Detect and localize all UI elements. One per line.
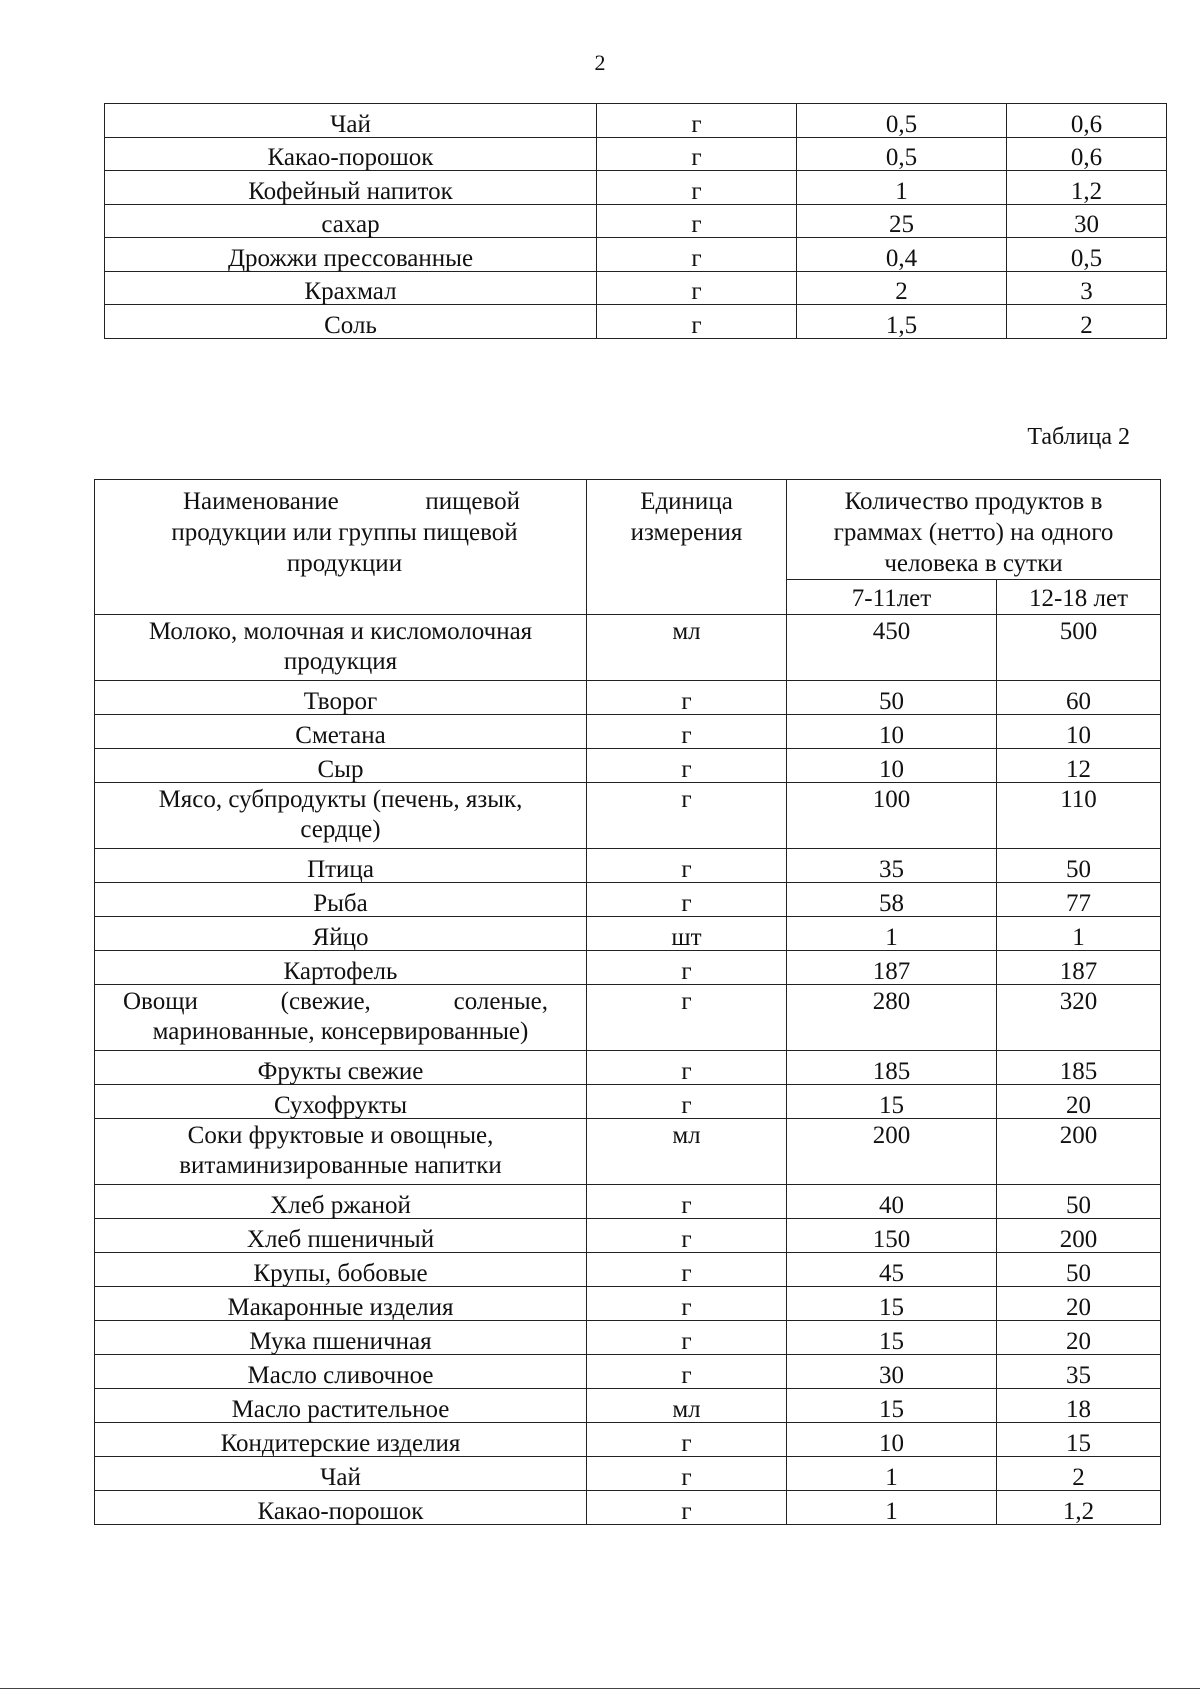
unit: г xyxy=(587,749,787,783)
value-age-7-11: 10 xyxy=(787,1423,997,1457)
table-row xyxy=(95,1253,1161,1287)
value-age-7-11: 10 xyxy=(787,715,997,749)
value-age-2: 30 xyxy=(1007,204,1167,238)
product-name: Масло растительное xyxy=(95,1389,587,1423)
header-name-line-2: продукции или группы пищевой xyxy=(171,519,518,546)
product-name xyxy=(95,1119,587,1185)
product-name: Сухофрукты xyxy=(95,1085,587,1119)
table-row xyxy=(105,305,1167,339)
value-age-7-11: 15 xyxy=(787,1287,997,1321)
value-age-12-18: 2 xyxy=(997,1457,1161,1491)
value-age-12-18: 200 xyxy=(997,1119,1161,1185)
unit: г xyxy=(587,1185,787,1219)
unit: г xyxy=(587,883,787,917)
value-age-7-11: 50 xyxy=(787,681,997,715)
value-age-12-18: 500 xyxy=(997,615,1161,681)
product-name: Крупы, бобовые xyxy=(95,1253,587,1287)
unit: мл xyxy=(587,1119,787,1185)
table-row xyxy=(95,615,1161,681)
product-name: Картофель xyxy=(95,951,587,985)
unit: г xyxy=(597,104,797,138)
value-age-7-11: 150 xyxy=(787,1219,997,1253)
unit: г xyxy=(587,681,787,715)
column-header-quantity xyxy=(787,480,1161,580)
value-age-7-11: 280 xyxy=(787,985,997,1051)
product-name: Яйцо xyxy=(95,917,587,951)
product-name: Дрожжи прессованные xyxy=(105,238,597,272)
value-age-12-18: 50 xyxy=(997,1253,1161,1287)
unit: г xyxy=(587,783,787,849)
header-qty-line-1: Количество продуктов в xyxy=(844,488,1103,515)
table-row xyxy=(105,171,1167,205)
column-header-age-7-11: 7-11лет xyxy=(787,580,997,615)
value-age-7-11: 187 xyxy=(787,951,997,985)
value-age-12-18: 1 xyxy=(997,917,1161,951)
table-row xyxy=(95,1355,1161,1389)
product-name: Птица xyxy=(95,849,587,883)
value-age-1: 1,5 xyxy=(797,305,1007,339)
table-row xyxy=(95,883,1161,917)
value-age-7-11: 15 xyxy=(787,1085,997,1119)
table-row xyxy=(95,985,1161,1051)
product-name: Творог xyxy=(95,681,587,715)
unit: г xyxy=(597,305,797,339)
product-name: Мука пшеничная xyxy=(95,1321,587,1355)
value-age-12-18: 20 xyxy=(997,1287,1161,1321)
table-row xyxy=(95,1219,1161,1253)
bottom-rule xyxy=(0,1688,1200,1689)
unit: г xyxy=(597,204,797,238)
table-row xyxy=(95,1085,1161,1119)
product-name: Сметана xyxy=(95,715,587,749)
value-age-12-18: 20 xyxy=(997,1085,1161,1119)
value-age-7-11: 200 xyxy=(787,1119,997,1185)
product-name: Сыр xyxy=(95,749,587,783)
value-age-12-18: 12 xyxy=(997,749,1161,783)
product-name: Крахмал xyxy=(105,271,597,305)
product-name: Соль xyxy=(105,305,597,339)
value-age-7-11: 15 xyxy=(787,1321,997,1355)
unit: г xyxy=(587,1423,787,1457)
value-age-7-11: 1 xyxy=(787,917,997,951)
table-row xyxy=(95,749,1161,783)
value-age-1: 25 xyxy=(797,204,1007,238)
product-name-line-1: Овощи (свежие, соленые, xyxy=(123,988,548,1015)
product-name: Хлеб ржаной xyxy=(95,1185,587,1219)
table-row xyxy=(95,1321,1161,1355)
unit: г xyxy=(587,1219,787,1253)
value-age-12-18: 50 xyxy=(997,849,1161,883)
unit: г xyxy=(587,1355,787,1389)
value-age-7-11: 100 xyxy=(787,783,997,849)
table-row xyxy=(105,238,1167,272)
product-name xyxy=(95,783,587,849)
column-header-age-12-18: 12-18 лет xyxy=(997,580,1161,615)
value-age-2: 0,6 xyxy=(1007,137,1167,171)
unit: г xyxy=(587,1491,787,1525)
value-age-7-11: 40 xyxy=(787,1185,997,1219)
product-name-line-2: продукция xyxy=(283,648,398,675)
product-name: Фрукты свежие xyxy=(95,1051,587,1085)
unit: мл xyxy=(587,615,787,681)
unit: шт xyxy=(587,917,787,951)
header-unit-line-1: Единица xyxy=(640,488,733,515)
product-name: сахар xyxy=(105,204,597,238)
value-age-12-18: 320 xyxy=(997,985,1161,1051)
unit: г xyxy=(587,1457,787,1491)
value-age-7-11: 58 xyxy=(787,883,997,917)
product-name: Масло сливочное xyxy=(95,1355,587,1389)
product-name: Кондитерские изделия xyxy=(95,1423,587,1457)
product-name-line-1: Молоко, молочная и кисломолочная xyxy=(148,618,533,645)
product-name: Какао-порошок xyxy=(105,137,597,171)
table-row xyxy=(95,951,1161,985)
value-age-7-11: 10 xyxy=(787,749,997,783)
product-name-line-1: Соки фруктовые и овощные, xyxy=(187,1122,494,1149)
unit: г xyxy=(597,137,797,171)
value-age-2: 1,2 xyxy=(1007,171,1167,205)
header-name-line-3: продукции xyxy=(286,550,403,577)
table-row xyxy=(95,1051,1161,1085)
unit: г xyxy=(587,1085,787,1119)
value-age-12-18: 77 xyxy=(997,883,1161,917)
table-2-body xyxy=(95,615,1161,1525)
value-age-2: 3 xyxy=(1007,271,1167,305)
table-row xyxy=(95,1491,1161,1525)
table-1-continuation xyxy=(104,103,1167,339)
product-name: Хлеб пшеничный xyxy=(95,1219,587,1253)
unit: г xyxy=(587,1051,787,1085)
table-row xyxy=(95,1287,1161,1321)
unit: г xyxy=(597,271,797,305)
unit: г xyxy=(587,951,787,985)
header-name-line-1: Наименование пищевой xyxy=(183,488,520,515)
value-age-2: 0,5 xyxy=(1007,238,1167,272)
table-2-header xyxy=(95,480,1161,615)
value-age-1: 0,5 xyxy=(797,137,1007,171)
value-age-12-18: 110 xyxy=(997,783,1161,849)
product-name-line-1: Мясо, субпродукты (печень, язык, xyxy=(158,786,523,813)
value-age-12-18: 185 xyxy=(997,1051,1161,1085)
value-age-2: 0,6 xyxy=(1007,104,1167,138)
value-age-7-11: 185 xyxy=(787,1051,997,1085)
header-row xyxy=(95,480,1161,580)
table-row xyxy=(95,1423,1161,1457)
table-row xyxy=(95,681,1161,715)
unit: г xyxy=(587,1287,787,1321)
product-name: Макаронные изделия xyxy=(95,1287,587,1321)
value-age-12-18: 20 xyxy=(997,1321,1161,1355)
page-number: 2 xyxy=(594,50,606,75)
unit: г xyxy=(587,1321,787,1355)
value-age-7-11: 15 xyxy=(787,1389,997,1423)
header-unit-line-2: измерения xyxy=(630,519,743,546)
value-age-12-18: 10 xyxy=(997,715,1161,749)
value-age-1: 2 xyxy=(797,271,1007,305)
table-row xyxy=(95,783,1161,849)
product-name-line-2: витаминизированные напитки xyxy=(179,1152,502,1179)
value-age-12-18: 1,2 xyxy=(997,1491,1161,1525)
product-name xyxy=(95,615,587,681)
unit: г xyxy=(597,171,797,205)
value-age-2: 2 xyxy=(1007,305,1167,339)
product-name: Кофейный напиток xyxy=(105,171,597,205)
value-age-7-11: 1 xyxy=(787,1491,997,1525)
value-age-12-18: 18 xyxy=(997,1389,1161,1423)
product-name: Чай xyxy=(95,1457,587,1491)
product-name: Рыба xyxy=(95,883,587,917)
header-qty-line-2: граммах (нетто) на одного xyxy=(833,519,1114,546)
table-row xyxy=(105,204,1167,238)
unit: г xyxy=(587,985,787,1051)
value-age-12-18: 35 xyxy=(997,1355,1161,1389)
unit: мл xyxy=(587,1389,787,1423)
header-qty-line-3: человека в сутки xyxy=(884,550,1063,577)
value-age-1: 0,5 xyxy=(797,104,1007,138)
product-name-line-2: сердце) xyxy=(300,816,381,843)
value-age-7-11: 45 xyxy=(787,1253,997,1287)
table-row xyxy=(95,715,1161,749)
value-age-12-18: 200 xyxy=(997,1219,1161,1253)
table-row xyxy=(105,104,1167,138)
unit: г xyxy=(587,715,787,749)
value-age-12-18: 60 xyxy=(997,681,1161,715)
table-row xyxy=(95,1119,1161,1185)
table-row xyxy=(95,1389,1161,1423)
column-header-product-name xyxy=(95,480,587,615)
table-1-body xyxy=(105,104,1167,339)
product-name xyxy=(95,985,587,1051)
unit: г xyxy=(587,1253,787,1287)
value-age-7-11: 1 xyxy=(787,1457,997,1491)
table-2 xyxy=(94,479,1161,1525)
value-age-12-18: 187 xyxy=(997,951,1161,985)
value-age-7-11: 30 xyxy=(787,1355,997,1389)
value-age-12-18: 15 xyxy=(997,1423,1161,1457)
table-row xyxy=(105,137,1167,171)
column-header-unit xyxy=(587,480,787,615)
product-name: Чай xyxy=(105,104,597,138)
table-row xyxy=(95,849,1161,883)
value-age-1: 0,4 xyxy=(797,238,1007,272)
table-row xyxy=(105,271,1167,305)
table-row xyxy=(95,1457,1161,1491)
unit: г xyxy=(597,238,797,272)
product-name-line-2: маринованные, консервированные) xyxy=(152,1018,529,1045)
table-row xyxy=(95,1185,1161,1219)
value-age-7-11: 450 xyxy=(787,615,997,681)
table-row xyxy=(95,917,1161,951)
value-age-12-18: 50 xyxy=(997,1185,1161,1219)
product-name: Какао-порошок xyxy=(95,1491,587,1525)
value-age-1: 1 xyxy=(797,171,1007,205)
unit: г xyxy=(587,849,787,883)
table-2-caption: Таблица 2 xyxy=(1027,424,1130,450)
value-age-7-11: 35 xyxy=(787,849,997,883)
